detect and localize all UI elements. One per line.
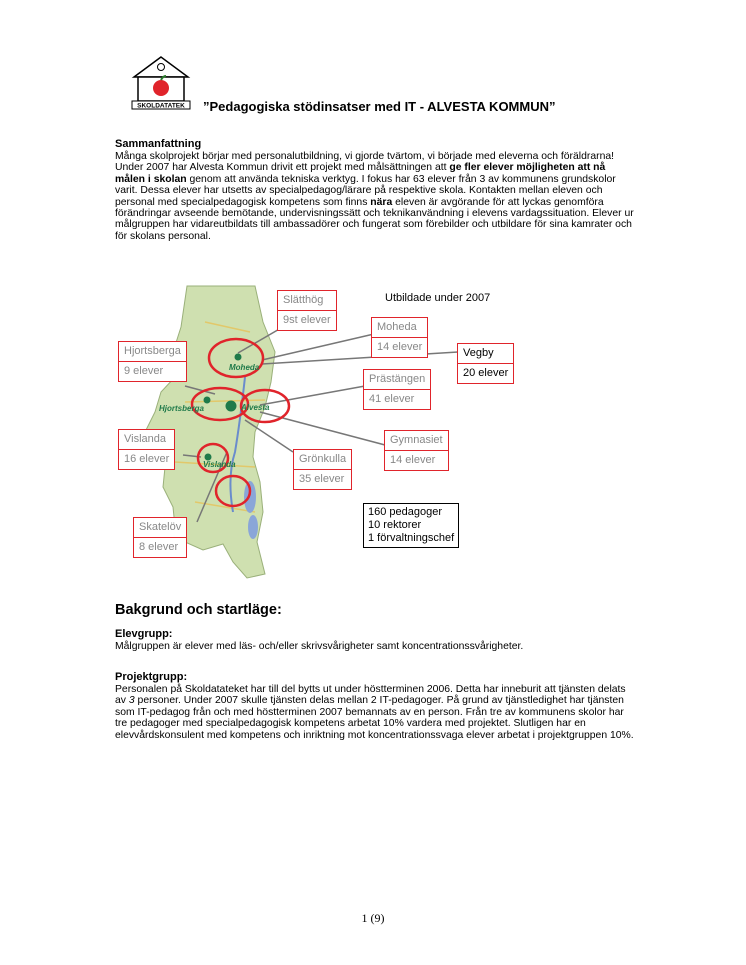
summary-heading: Sammanfattning: [115, 138, 202, 150]
page-number: 1 (9): [361, 911, 385, 925]
projektgrupp-heading: Projektgrupp:: [115, 671, 188, 683]
place-box-gronkulla: Grönkulla 35 elever: [293, 449, 352, 490]
place-box-skatelov: Skatelöv 8 elever: [133, 517, 187, 558]
map-label-vislanda: Vislanda: [203, 460, 236, 469]
projektgrupp-text: Personalen på Skoldatateket har till del bytts ut under höstterminen 2006. Detta har inneburit att tjänsten delats av 3 personer. Under 2007 skulle tjänsten delas mellan 2 IT-pedagoger. På grund av tjänstledighet har tjänsten som IT-pedagog från och med höstterminen 2007 bemannats av en person. Från tre av kommunens skolor har tre pedagoger med specialpedagogisk kompetens arbetat 10% vardera med projektet. Slutligen har en elevvårdskonsulent med kompetens och inriktning mot koncentrationssvaga elever arbetat i projektgruppen 10%.: [115, 684, 634, 741]
map-label-moheda: Moheda: [229, 363, 260, 372]
place-box-hjortsberga: Hjortsberga 9 elever: [118, 341, 187, 382]
map-caption: Utbildade under 2007: [385, 292, 491, 304]
skoldatatek-logo: [130, 55, 192, 111]
place-box-vegby: Vegby 20 elever: [457, 343, 514, 384]
place-box-slatthog: Slätthög 9st elever: [277, 290, 337, 331]
map-label-hjortsberga: Hjortsberga: [159, 404, 204, 413]
place-box-vislanda: Vislanda 16 elever: [118, 429, 175, 470]
svg-text:SKOLDATATEK: SKOLDATATEK: [137, 102, 185, 110]
background-heading: Bakgrund och startläge:: [115, 602, 282, 618]
place-box-moheda: Moheda 14 elever: [371, 317, 428, 358]
municipality-map-figure: [115, 282, 535, 582]
place-box-gymnasiet: Gymnasiet 14 elever: [384, 430, 449, 471]
totals-box: 160 pedagoger 10 rektorer 1 förvaltningschef: [363, 503, 459, 548]
place-box-prastangen: Prästängen 41 elever: [363, 369, 431, 410]
page-title: ”Pedagogiska stödinsatser med IT - ALVESTA KOMMUN”: [203, 99, 556, 114]
elevgrupp-text: Målgruppen är elever med läs- och/eller skrivsvårigheter samt koncentrationssvårigheter.: [115, 641, 524, 652]
summary-paragraph: Många skolprojekt börjar med personalutbildning, vi gjorde tvärtom, vi började med eleverna och föräldrarna! Under 2007 har Alvesta Kommun drivit ett projekt med målsättningen att ge fler elever möjligheten att nå målen i skolan genom att använda tekniska verktyg. I fokus har 63 elever från 3 av kommunens grundskolor varit. Dessa elever har utsetts av specialpedagog/lärare på respektive skola. Kontakten mellan eleven och personal med specialpedagogisk kompetens som finns nära eleven är avgörande för att lyckas genomföra förändringar avseende bemötande, undervisningssätt och teknikanvändning i elevens vardagssituation. Elever ur målgruppen har vidareutbildats till ambassadörer och fungerat som förebilder och utbildare för sina kamrater och för skolans personal.: [115, 151, 634, 242]
map-label-alvesta: Alvesta: [241, 403, 270, 412]
elevgrupp-heading: Elevgrupp:: [115, 628, 173, 640]
